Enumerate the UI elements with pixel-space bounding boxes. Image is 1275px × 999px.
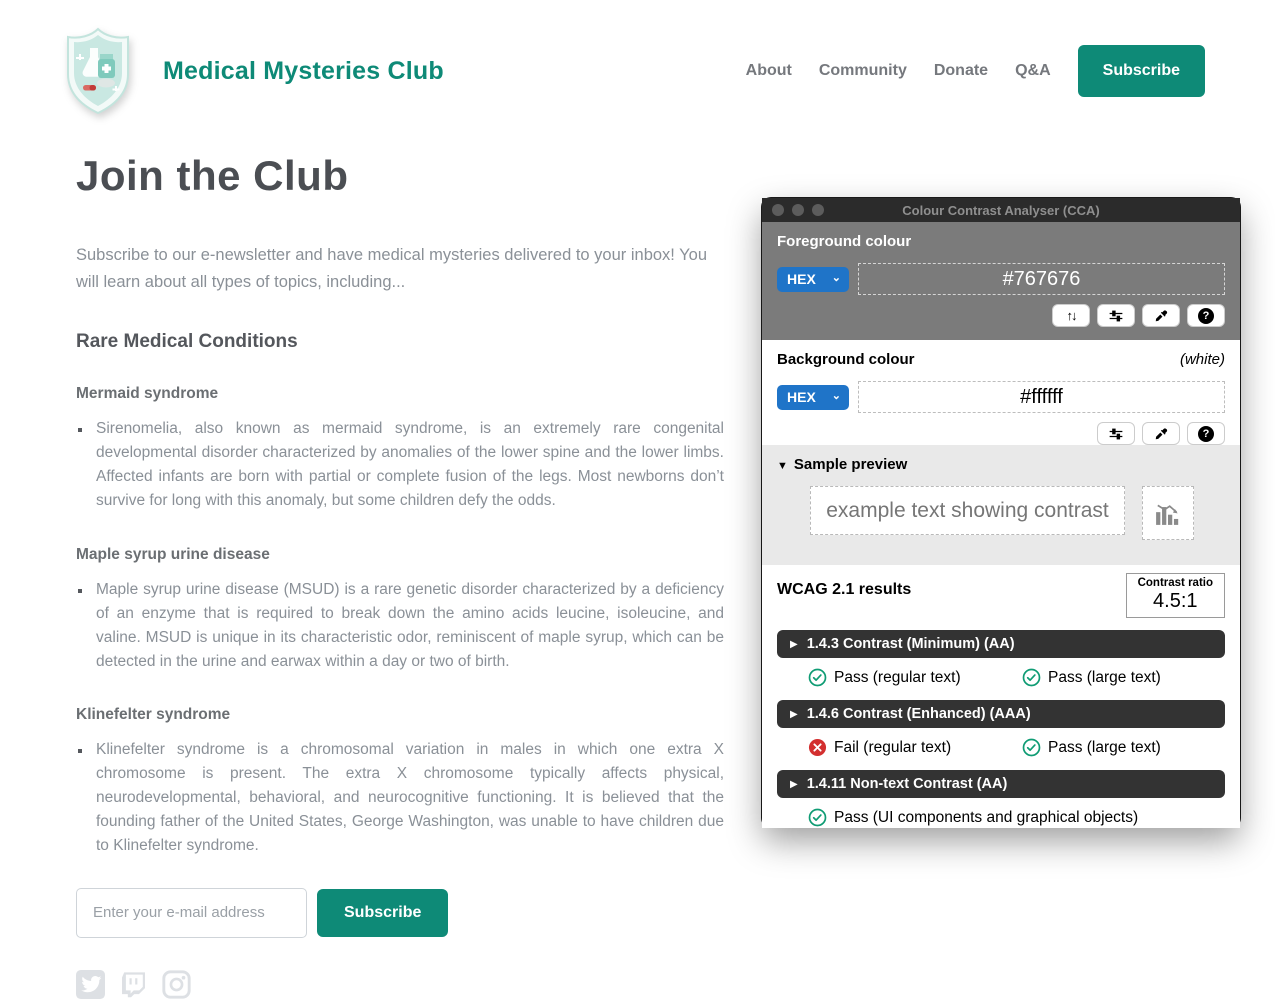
check-146-bar[interactable] (777, 700, 1225, 728)
condition-list (76, 578, 724, 674)
main-content (76, 152, 724, 999)
nav-community[interactable]: Community (818, 62, 907, 79)
check-1411-bar[interactable] (777, 770, 1225, 798)
background-adjust-button[interactable] (1097, 422, 1135, 445)
nav-donate[interactable]: Donate (933, 62, 989, 79)
swap-colours-button[interactable] (1052, 304, 1090, 327)
background-colour-hint: (white) (1179, 351, 1225, 368)
foreground-hex-input[interactable] (858, 263, 1225, 295)
foreground-label: Foreground colour (777, 233, 912, 250)
check-heading: 1.4.11 Non-text Contrast (AA) (806, 776, 1008, 792)
form-subscribe-button[interactable]: Subscribe (317, 889, 448, 937)
nav-qa[interactable]: Q&A (1015, 62, 1051, 79)
pass-check-icon (1022, 668, 1041, 687)
condition-description: ▪ Sirenomelia, also known as mermaid syndrome, is an extremely rare congenital developmental disorder characterized by anomalies of the lower spine and the lower limbs. Affected infants are born with partial or complete fusion of the legs. Most newborns don’t survive for long with this anomaly, but some children defy the odds. (92, 417, 724, 513)
foreground-eyedropper-button[interactable] (1142, 304, 1180, 327)
social-links (76, 970, 724, 999)
cca-titlebar[interactable] (762, 198, 1240, 222)
intro-paragraph: Subscribe to our e-newsletter and have medical mysteries delivered to your inbox! You will learn about all types of topics, including... (76, 246, 708, 291)
instagram-icon[interactable] (162, 970, 191, 999)
page-title: Join the Club (76, 152, 349, 199)
email-input[interactable] (76, 888, 307, 938)
contrast-ratio-label: Contrast ratio (1137, 577, 1213, 589)
nav-about[interactable]: About (745, 62, 792, 79)
condition-heading-mermaid: Mermaid syndrome (76, 385, 219, 403)
sample-preview-label: Sample preview (793, 456, 908, 473)
question-mark-icon: ? (1198, 308, 1214, 324)
wcag-results-title: WCAG 2.1 results (777, 581, 912, 598)
window-title: Colour Contrast Analyser (CCA) (902, 202, 1100, 218)
check-146-results (777, 728, 1225, 758)
condition-description: ▪ Klinefelter syndrome is a chromosomal variation in males in which one extra X chromosome is present. The extra X chromosome typically affects physical, neurodevelopmental, behavioral, and neurocognitive functioning. It is believed that the founding father of the United States, George Washington, was unable to have children due to Klinefelter syndrome. (92, 738, 724, 858)
background-label: Background colour (777, 351, 915, 368)
contrast-ratio-box (1126, 573, 1225, 618)
expand-triangle-icon: ▶ (790, 638, 798, 650)
condition-list (76, 417, 724, 513)
result-label: Pass (large text) (1048, 738, 1161, 756)
foreground-adjust-button[interactable] (1097, 304, 1135, 327)
sample-preview-section (762, 445, 1240, 565)
check-143-results (777, 658, 1225, 688)
section-title: Rare Medical Conditions (76, 331, 298, 353)
nav-subscribe-button[interactable]: Subscribe (1078, 45, 1205, 97)
swap-arrows-icon: ↑↓ (1066, 308, 1076, 323)
sample-text: example text showing contrast (826, 498, 1109, 522)
sliders-icon (1108, 427, 1124, 441)
background-hex-input[interactable] (858, 381, 1225, 413)
cca-window (762, 198, 1240, 827)
sample-text-box (810, 486, 1125, 535)
condition-description: ▪ Maple syrup urine disease (MSUD) is a rare genetic disorder characterized by a deficiency of an enzyme that is required to break down the amino acids leucine, isoleucine, and valine. MSUD is unique in its characteristic odor, reminiscent of maple syrup, which can be detected in the urine and earwax within a day or two of birth. (92, 578, 724, 674)
format-value: HEX (787, 271, 816, 287)
foreground-section (762, 222, 1240, 340)
pass-check-icon (808, 668, 827, 687)
background-format-select[interactable] (777, 385, 849, 410)
eyedropper-icon (1154, 427, 1168, 441)
sliders-icon (1108, 309, 1124, 323)
brand-title: Medical Mysteries Club (163, 56, 444, 85)
bar-chart-icon (1151, 496, 1185, 530)
expand-triangle-icon: ▶ (790, 708, 798, 720)
fail-cross-icon (808, 738, 827, 757)
background-help-button[interactable] (1187, 422, 1225, 445)
background-eyedropper-button[interactable] (1142, 422, 1180, 445)
chevron-down-icon: ⌄ (831, 389, 841, 402)
eyedropper-icon (1154, 309, 1168, 323)
twitch-icon[interactable] (119, 970, 148, 999)
result-label: Pass (regular text) (834, 668, 961, 686)
wcag-results-section (762, 565, 1240, 828)
condition-heading-msud: Maple syrup urine disease (76, 545, 270, 563)
chart-preview-button[interactable] (1142, 486, 1194, 540)
club-shield-logo-icon (63, 26, 133, 116)
collapse-triangle-icon: ▼ (777, 460, 788, 472)
sample-preview-toggle[interactable] (777, 456, 1225, 473)
site-header (0, 0, 1275, 116)
pass-check-icon (808, 808, 827, 827)
foreground-help-button[interactable] (1187, 304, 1225, 327)
subscribe-form (76, 888, 724, 938)
result-label: Pass (UI components and graphical objects) (834, 808, 1139, 826)
check-heading: 1.4.6 Contrast (Enhanced) (AAA) (806, 706, 1031, 722)
check-1411-results (777, 798, 1225, 828)
condition-heading-klinefelter: Klinefelter syndrome (76, 705, 231, 723)
foreground-format-select[interactable] (777, 267, 849, 292)
condition-list (76, 738, 724, 858)
pass-check-icon (1022, 738, 1041, 757)
result-label: Fail (regular text) (834, 738, 952, 756)
check-143-bar[interactable] (777, 630, 1225, 658)
question-mark-icon: ? (1198, 426, 1214, 442)
result-label: Pass (large text) (1048, 668, 1161, 686)
check-heading: 1.4.3 Contrast (Minimum) (AA) (806, 636, 1015, 652)
contrast-ratio-value: 4.5:1 (1153, 590, 1198, 612)
background-section (762, 340, 1240, 445)
twitter-icon[interactable] (76, 970, 105, 999)
format-value: HEX (787, 389, 816, 405)
main-nav (746, 45, 1205, 97)
chevron-down-icon: ⌄ (831, 271, 841, 284)
expand-triangle-icon: ▶ (790, 778, 798, 790)
